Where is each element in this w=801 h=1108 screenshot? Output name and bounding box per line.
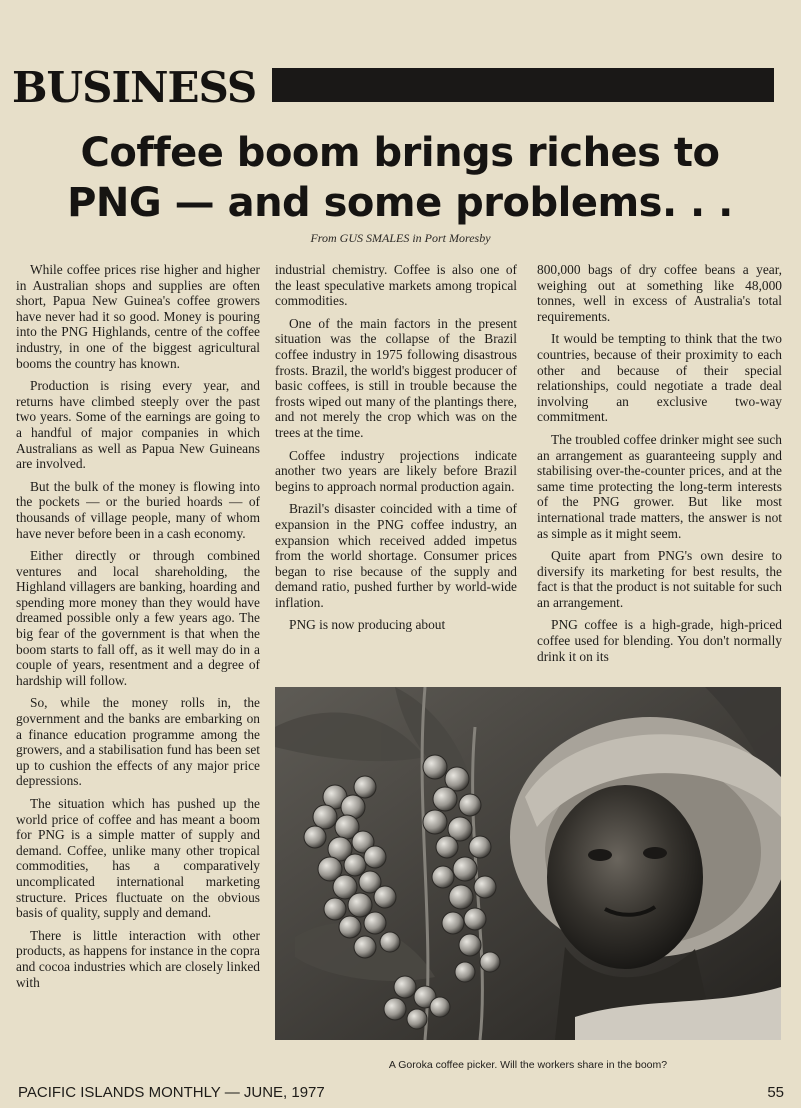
paragraph: industrial chemistry. Coffee is also one of the least speculative markets among tropical commodities. [275, 262, 517, 309]
paragraph: So, while the money rolls in, the government and the banks are embarking on a finance education programme among the growers, and a stabilisation fund has been set up to cushion the effects of any major price depressions. [16, 695, 260, 789]
photo-illustration [275, 687, 781, 1040]
photo-caption: A Goroka coffee picker. Will the workers share in the boom? [388, 1059, 668, 1071]
paragraph: Production is rising every year, and returns have climbed steeply over the past two years. Some of the earnings are going to a handful of major companies in which Australians as well as Papua New Guineans are involved. [16, 378, 260, 472]
article-column-1 [16, 262, 260, 1074]
paragraph: One of the main factors in the present situation was the collapse of the Brazil coffee industry in 1975 following disastrous frosts. Brazil, the world's biggest producer of basic coffees, is still in trouble because the frosts wiped out many of the plantings there, and not merely the crop which was on the trees at the time. [275, 315, 517, 440]
page-number: 55 [767, 1084, 784, 1101]
headline-line-2: PNG — and some problems. . . [67, 180, 733, 226]
section-rule-bar [272, 68, 774, 102]
paragraph: The troubled coffee drinker might see such an arrangement as guaranteeing supply and stabilising over-the-counter prices, and at the same time protecting the long-term interests of the PNG grower. But like most international trade matters, the answer is not as simple as it might seem. [537, 431, 782, 541]
paragraph: While coffee prices rise higher and higher in Australian shops and supplies are often short, Papua New Guinea's coffee growers have never had it so good. Money is pouring into the PNG Highlands, centre of the coffee industry, in one of the biggest agricultural booms the country has known. [16, 262, 260, 371]
coffee-picker-photo [275, 687, 781, 1040]
paragraph: The situation which has pushed up the world price of coffee and has meant a boom for PNG is a simple matter of supply and demand. Coffee, unlike many other tropical commodities, has a comparatively uncomplicated international marketing structure. Prices fluctuate on the obvious basis of quality, supply and demand. [16, 796, 260, 921]
paragraph: Quite apart from PNG's own desire to diversify its marketing for best results, the fact is that the product is not suitable for such an arrangement. [537, 548, 782, 610]
paragraph: Coffee industry projections indicate another two years are likely before Brazil begins to approach normal production again. [275, 447, 517, 494]
publication-footer: PACIFIC ISLANDS MONTHLY — JUNE, 1977 [18, 1084, 325, 1101]
paragraph: PNG is now producing about [289, 617, 446, 633]
paragraph: Brazil's disaster coincided with a time of expansion in the PNG coffee industry, an expansion which received added impetus from the world shortage. Consumer prices began to rise because of the supply and demand ratio, pushed further by world-wide inflation. [275, 501, 517, 610]
headline [20, 128, 780, 228]
paragraph: But the bulk of the money is flowing into the pockets — or the buried hoards — of thousands of village people, many of whom have never before been in a cash economy. [16, 478, 260, 541]
byline: From GUS SMALES in Port Moresby [310, 231, 491, 245]
article-column-3 [537, 262, 782, 682]
paragraph: It would be tempting to think that the two countries, because of their proximity to each other and because of their special relationships, could negotiate a trade deal involving an exclusive two-way commitment. [537, 331, 782, 425]
article-column-2 [275, 262, 517, 682]
section-header [12, 64, 777, 112]
paragraph: Either directly or through combined ventures and local shareholding, the Highland villagers are banking, hoarding and spending more money than they would have dreamed possible only a few years ago. The big fear of the government is that when the boom starts to fall off, as it well may do in a couple of years, resentment and a degree of hardship will follow. [16, 548, 260, 688]
paragraph: PNG coffee is a high-grade, high-priced coffee used for blending. You don't normally drink it on its [537, 617, 782, 664]
paragraph: 800,000 bags of dry coffee beans a year, weighing out at something like 48,000 tonnes, well in excess of Australia's total requirements. [537, 262, 782, 324]
headline-line-1: Coffee boom brings riches to [80, 130, 720, 176]
paragraph: There is little interaction with other products, as happens for instance in the copra and cocoa industries which are closely linked with [16, 927, 260, 990]
section-label: BUSINESS [12, 63, 257, 112]
